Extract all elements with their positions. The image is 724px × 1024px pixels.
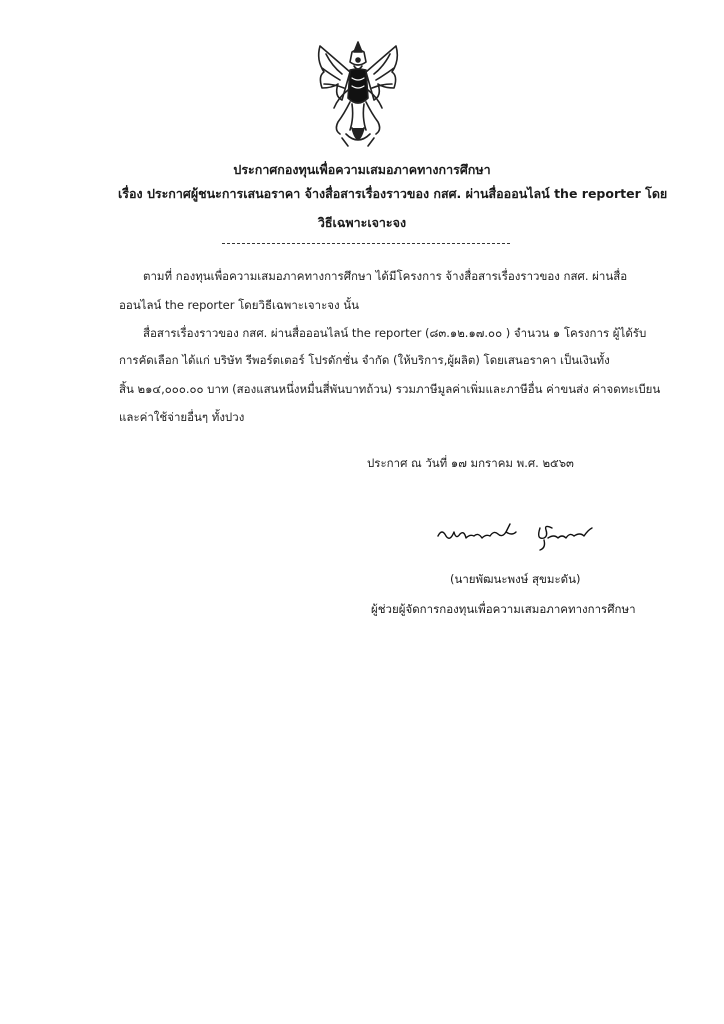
garuda-emblem-icon bbox=[308, 38, 408, 154]
body-line-6: และค่าใช้จ่ายอื่นๆ ทั้งปวง bbox=[119, 410, 245, 424]
signature-icon bbox=[436, 510, 596, 554]
body-line-5: สิ้น ๒๑๔,๐๐๐.๐๐ บาท (สองแสนหนึ่งหมื่นสี่พันบาทถ้วน) รวมภาษีมูลค่าเพิ่มและภาษีอื่น ค่าขนส่ง ค่าจดทะเบียน bbox=[119, 382, 661, 396]
body-line-1: ตามที่ กองทุนเพื่อความเสมอภาคทางการศึกษา ได้มีโครงการ จ้างสื่อสารเรื่องราวของ กสศ. ผ่านสื่อ bbox=[143, 269, 628, 283]
subject-line-1: เรื่อง ประกาศผู้ชนะการเสนอราคา จ้างสื่อสารเรื่องราวของ กสศ. ผ่านสื่อออนไลน์ the reporter โดย bbox=[118, 186, 668, 201]
body-line-2: ออนไลน์ the reporter โดยวิธีเฉพาะเจาะจง นั้น bbox=[119, 298, 360, 312]
divider-rule bbox=[222, 243, 510, 244]
subject-line-2: วิธีเฉพาะเจาะจง bbox=[317, 215, 407, 230]
announce-date: ประกาศ ณ วันที่ ๑๗ มกราคม พ.ศ. ๒๕๖๓ bbox=[367, 456, 574, 470]
signatory-name: (นายพัฒนะพงษ์ สุขมะดัน) bbox=[450, 572, 581, 586]
body-line-4: การคัดเลือก ได้แก่ บริษัท รีพอร์ตเตอร์ โปรดักชั่น จำกัด (ให้บริการ,ผู้ผลิต) โดยเสนอราคา เป็นเงินทั้ง bbox=[119, 353, 610, 367]
document-title: ประกาศกองทุนเพื่อความเสมอภาคทางการศึกษา bbox=[233, 162, 491, 177]
body-line-3: สื่อสารเรื่องราวของ กสศ. ผ่านสื่อออนไลน์ the reporter (๘๓.๑๒.๑๗.๐๐ ) จำนวน ๑ โครงการ ผู้ได้รับ bbox=[143, 326, 647, 340]
signatory-position: ผู้ช่วยผู้จัดการกองทุนเพื่อความเสมอภาคทางการศึกษา bbox=[371, 602, 636, 616]
